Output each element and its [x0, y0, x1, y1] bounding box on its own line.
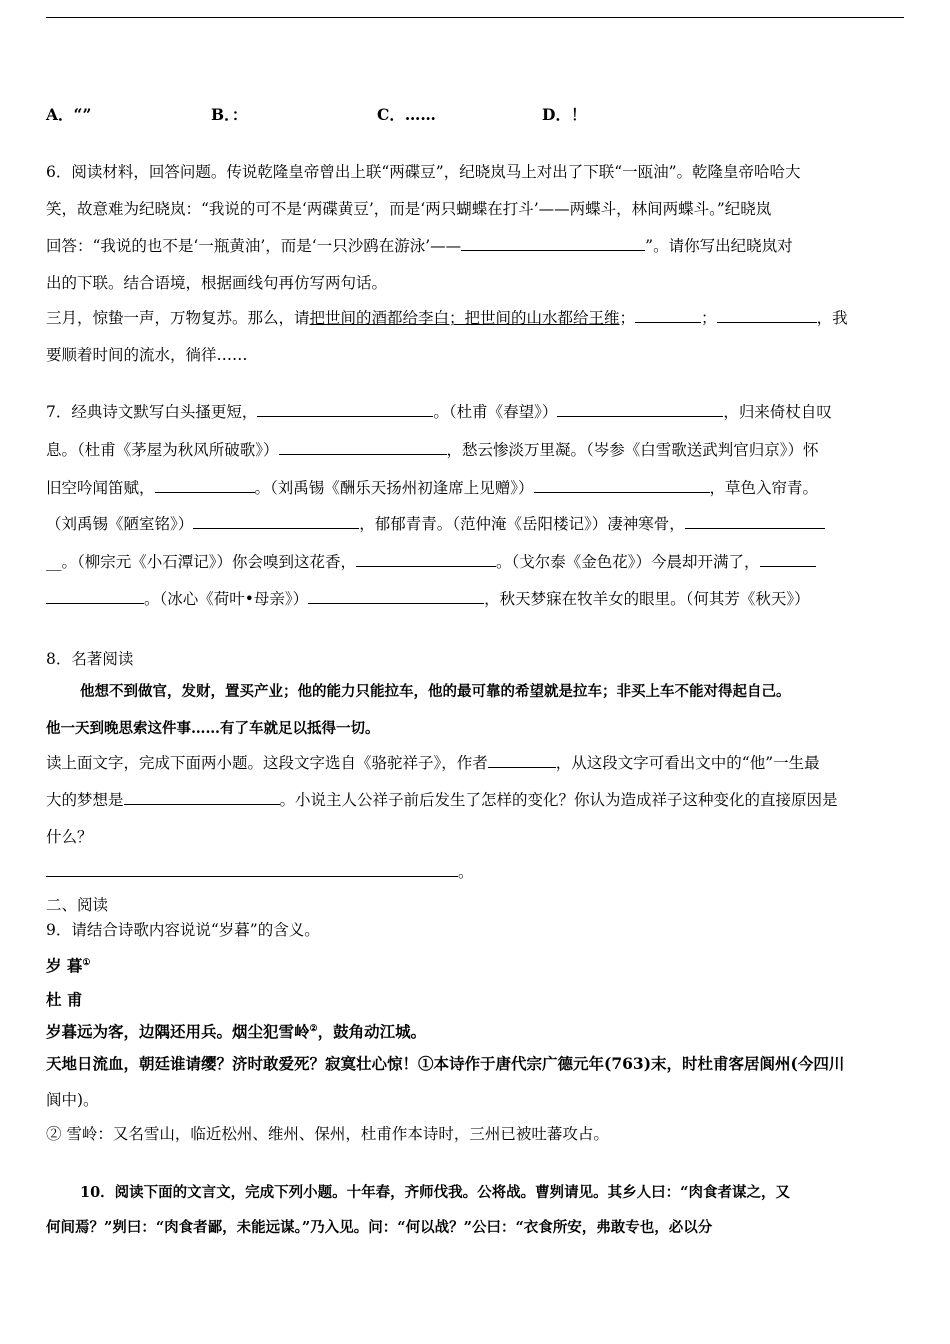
q8-dream-blank[interactable]: [124, 790, 280, 805]
section-heading: [46, 895, 904, 915]
q6-text-2: 笑，故意难为纪晓岚：“我说的可不是‘两碟黄豆’，而是‘两只蝴蝶在打斗’——两蝶斗，林间两蝶斗。”纪晓岚: [46, 200, 772, 218]
option-b: B．：: [211, 105, 248, 124]
q6-text-6: 要顺着时间的流水，徜徉……: [46, 346, 248, 364]
q8-line-5: [46, 827, 904, 847]
q7-blank-1[interactable]: [257, 402, 433, 417]
q8-author-blank[interactable]: [488, 753, 556, 768]
note-text-1-cont: 阆中)。: [46, 1091, 99, 1109]
option-c: C．……: [377, 105, 436, 124]
q7-blank-3[interactable]: [279, 440, 447, 455]
q9-title: [46, 920, 904, 940]
q7-line-5: [46, 552, 904, 572]
q6-imitate-blank-1[interactable]: [635, 308, 701, 323]
q8-line-3: [46, 753, 904, 773]
q6-text-5d: ；: [701, 309, 717, 327]
q6-text-5a: 三月，惊蛰一声，万物复苏。那么，请: [46, 309, 310, 327]
q7-text-1b: 。（杜甫《春望》）: [433, 403, 558, 421]
note-marker-2: ②: [309, 1023, 318, 1034]
q6-line-5: [46, 308, 904, 328]
q7-text-1c: ，归来倚杖自叹: [723, 403, 832, 421]
q8-title: [46, 649, 904, 669]
q7-text-3c: ，草色入帘青。: [709, 479, 819, 497]
q9-title-text: 9．请结合诗歌内容说说“岁暮”的含义。: [46, 921, 320, 939]
note-marker-1: ①: [82, 957, 91, 968]
q10-line-2: [46, 1218, 904, 1238]
q6-imitate-blank-2[interactable]: [717, 308, 817, 323]
q7-blank-5[interactable]: [534, 478, 710, 493]
note-text-2: ② 雪岭：又名雪山，临近松州、维州、保州，杜甫作本诗时，三州已被吐蕃攻占。: [46, 1125, 609, 1143]
q7-text-5b: 。（戈尔泰《金色花》）今晨却开满了，: [496, 553, 760, 571]
poem-text-1b: ，鼓角动江城。: [317, 1022, 427, 1041]
q7-text-3a: 旧空吟闻笛赋，: [46, 479, 155, 497]
q7-line-3: [46, 478, 904, 498]
q6-line-1: [46, 162, 904, 182]
q7-blank-7[interactable]: [685, 514, 825, 529]
q7-text-2a: 息。（杜甫《茅屋为秋风所破歌》）: [46, 441, 279, 459]
q6-text-1: 6．阅读材料，回答问题。传说乾隆皇帝曾出上联“两碟豆”，纪晓岚马上对出了下联“一瓯油”。乾隆皇帝哈哈大: [46, 163, 801, 181]
q8-answer-blank[interactable]: [46, 862, 458, 877]
q7-text-4a: （刘禹锡《陋室铭》）: [46, 515, 194, 533]
option-d: D．！: [542, 105, 587, 124]
q8-excerpt-text-1: 他想不到做官，发财，置买产业；他的能力只能拉车，他的最可靠的希望就是拉车；非买上车不能对得起自己。: [80, 683, 791, 700]
q8-text-6end: 。: [458, 863, 474, 881]
q6-line-6: [46, 345, 904, 365]
poem-text-2: 天地日流血，朝廷谁请缨？济时敢爱死？寂寞壮心惊！①本诗作于唐代宗广德元年(763)末，时杜甫客居阆州(今四川: [46, 1054, 845, 1073]
q7-blank-8[interactable]: [356, 552, 496, 567]
q7-blank-10[interactable]: [308, 589, 484, 604]
q8-line-4: [46, 790, 904, 810]
q7-text-6a: 。（冰心《荷叶•母亲》）: [144, 590, 309, 608]
q8-excerpt-text-2: 他一天到晚思索这件事……有了车就足以抵得一切。: [46, 720, 380, 737]
q7-text-4b: ，郁郁青青。（范仲淹《岳阳楼记》）凄神寒骨，: [359, 515, 685, 533]
q8-text-4b: 。小说主人公祥子前后发生了怎样的变化？你认为造成祥子这种变化的直接原因是: [279, 791, 838, 809]
q7-blank-6[interactable]: [193, 514, 359, 529]
q8-text-5: 什么？: [46, 828, 93, 846]
option-a: A．“”: [46, 105, 92, 124]
q9-note-2: [46, 1124, 904, 1144]
q8-excerpt-2: [46, 719, 904, 739]
q7-text-2b: ，愁云惨淡万里凝。（岑参《白雪歌送武判官归京》）怀: [446, 441, 819, 459]
q7-blank-9-cont[interactable]: [46, 589, 144, 604]
q6-text-5c: ；: [619, 309, 636, 327]
q7-blank-2[interactable]: [557, 402, 723, 417]
poem-author-text: 杜 甫: [46, 990, 83, 1009]
q6-text-5e: ，我: [816, 309, 848, 327]
section-heading-text: 二、阅读: [46, 896, 109, 914]
q8-text-3a: 读上面文字，完成下面两小题。这段文字选自《骆驼祥子》，作者: [46, 754, 488, 772]
q6-line-2: [46, 199, 904, 219]
q8-text-4a: 大的梦想是: [46, 791, 124, 809]
q8-text-3b: ，从这段文字可看出文中的“他”一生最: [555, 754, 820, 772]
q7-line-2: [46, 440, 904, 460]
q8-excerpt-1: [46, 682, 938, 702]
q9-poem-title: [46, 956, 904, 976]
q9-poem-line-2: [46, 1054, 904, 1074]
q7-blank-4[interactable]: [155, 478, 255, 493]
q7-blank-9[interactable]: [760, 552, 816, 567]
q6-text-4: 出的下联。结合语境，根据画线句再仿写两句话。: [46, 274, 388, 292]
q10-line-1: [46, 1183, 938, 1203]
q6-line-3: [46, 236, 904, 256]
q7-text-3b: 。（刘禹锡《酬乐天扬州初逢席上见赠》）: [254, 479, 534, 497]
poem-text-1a: 岁暮远为客，边隅还用兵。烟尘犯雪岭: [46, 1022, 310, 1041]
q7-line-1: [46, 402, 904, 422]
q8-line-6: [46, 862, 904, 882]
q6-text-3b: ”。请你写出纪晓岚对: [645, 237, 793, 255]
q9-note-line: [46, 1090, 904, 1110]
q9-poem-author: [46, 990, 904, 1010]
header-rule: [46, 17, 904, 18]
q9-poem-line-1: [46, 1022, 904, 1042]
q6-answer-blank[interactable]: [461, 236, 645, 251]
q10-text-1: 10．阅读下面的文言文，完成下列小题。十年春，齐师伐我。公将战。曹刿请见。其乡人曰：“肉食者谋之，又: [80, 1184, 791, 1201]
q6-line-4: [46, 273, 904, 293]
q7-text-5a: __。（柳宗元《小石潭记》）你会嗅到这花香，: [46, 553, 357, 571]
q7-text-6b: ，秋天梦寐在牧羊女的眼里。（何其芳《秋天》）: [484, 590, 810, 608]
q6-underlined-sentence: 把世间的酒都给李白；把世间的山水都给王维: [309, 309, 620, 327]
q7-line-4: [46, 514, 904, 534]
q10-text-2: 何间焉？”刿曰：“肉食者鄙，未能远谋。”乃入见。问：“何以战？”公曰：“衣食所安，弗敢专也，必以分: [46, 1219, 713, 1236]
poem-title-text: 岁 暮: [46, 956, 83, 975]
q8-title-text: 8．名著阅读: [46, 650, 134, 668]
q7-text-1a: 7．经典诗文默写白头搔更短，: [46, 403, 258, 421]
q6-text-3a: 回答：“我说的也不是‘一瓶黄油’，而是‘一只沙鸥在游泳’——: [46, 237, 462, 255]
q7-line-6: [46, 589, 904, 609]
